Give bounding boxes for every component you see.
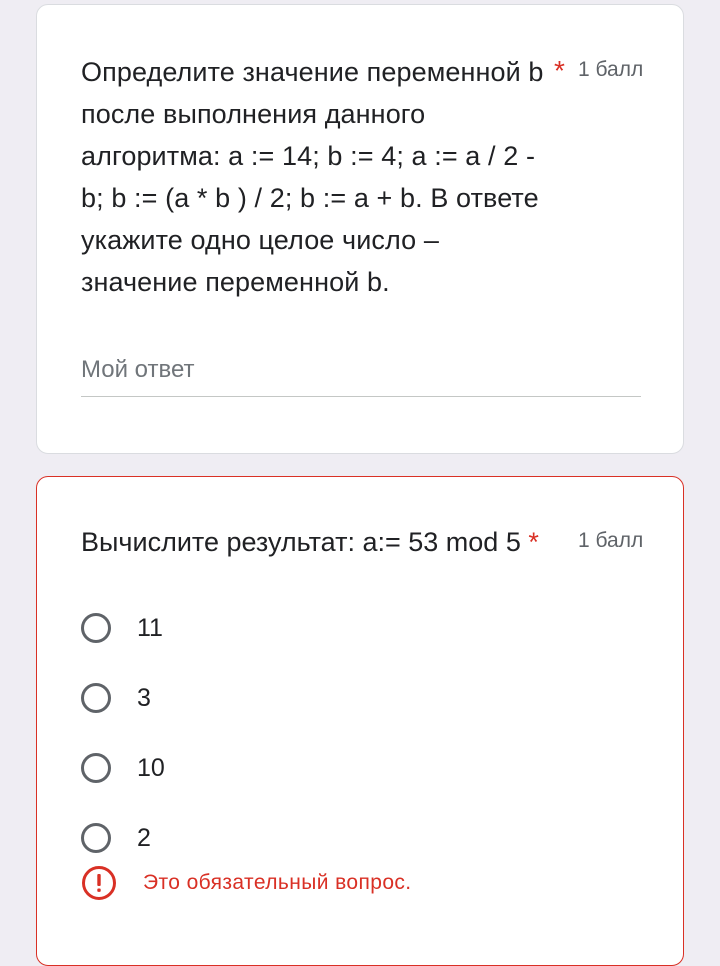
question-card-1 bbox=[36, 4, 684, 454]
error-exclamation-icon bbox=[81, 865, 117, 901]
radio-option-label: 11 bbox=[137, 613, 163, 642]
radio-option-2[interactable] bbox=[81, 818, 151, 858]
radio-button[interactable] bbox=[81, 823, 111, 853]
radio-option-11[interactable] bbox=[81, 608, 163, 648]
radio-option-label: 10 bbox=[137, 753, 165, 782]
radio-option-label: 2 bbox=[137, 823, 151, 852]
radio-button[interactable] bbox=[81, 683, 111, 713]
question-2-title bbox=[81, 521, 561, 563]
answer-input[interactable] bbox=[81, 353, 641, 397]
radio-option-label: 3 bbox=[137, 683, 151, 712]
radio-option-10[interactable] bbox=[81, 748, 165, 788]
required-asterisk: * bbox=[554, 55, 565, 86]
question-card-2 bbox=[36, 476, 684, 966]
question-1-text: Определите значение переменной b после выполнения данного алгоритма: a := 14; b := 4; a := a / 2 - b; b := (a * b ) / 2; b := a + b. В ответе укажите одно целое число – значение переменной b. bbox=[81, 57, 544, 297]
required-asterisk: * bbox=[528, 527, 539, 557]
error-message: Это обязательный вопрос. bbox=[143, 871, 412, 894]
radio-option-3[interactable] bbox=[81, 678, 151, 718]
radio-button[interactable] bbox=[81, 613, 111, 643]
question-2-text: Вычислите результат: a:= 53 mod 5 bbox=[81, 527, 521, 557]
question-2-points: 1 балл bbox=[578, 529, 644, 552]
question-1-points: 1 балл bbox=[578, 58, 644, 81]
required-error bbox=[81, 865, 412, 901]
radio-button[interactable] bbox=[81, 753, 111, 783]
